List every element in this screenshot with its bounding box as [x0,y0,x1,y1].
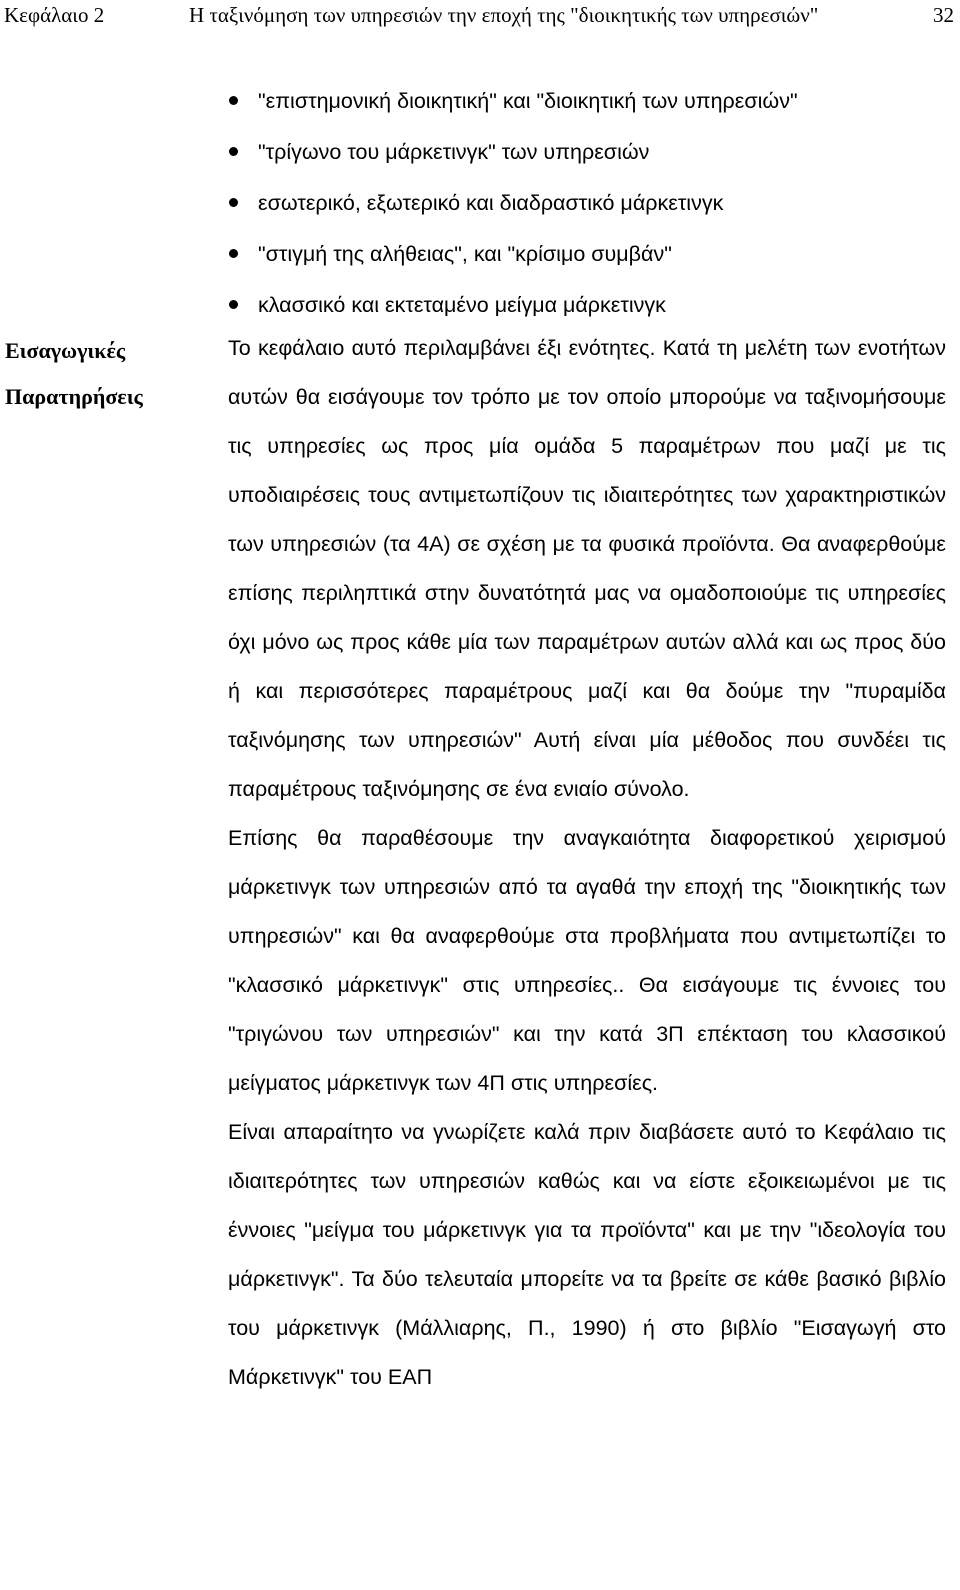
list-item-text: "τρίγωνο του μάρκετινγκ" των υπηρεσιών [258,140,650,164]
page-header [4,2,954,28]
page-number: 32 [933,3,954,27]
list-item [228,129,948,180]
paragraph: Επίσης θα παραθέσουμε την αναγκαιότητα διαφορετικού χειρισμού μάρκετινγκ των υπηρεσιών από τα αγαθά την εποχή της "διοικητικής των υπηρεσιών" και θα αναφερθούμε στα προβλήματα που αντιμετωπίζει το "κλασσικό μάρκετινγκ" στις υπηρεσίες.. Θα εισάγουμε τις έννοιες του "τριγώνου των υπηρεσιών" και την κατά 3Π επέκταση του κλασσικού μείγματος μάρκετινγκ των 4Π στις υπηρεσίες. [228,826,946,1095]
paragraph: Είναι απαραίτητο να γνωρίζετε καλά πριν διαβάσετε αυτό το Κεφάλαιο τις ιδιαιτερότητες των υπηρεσιών καθώς και να είστε εξοικειωμένοι με τις έννοιες "μείγμα του μάρκετινγκ για τα προϊόντα" και με την "ιδεολογία του μάρκετινγκ". Τα δύο τελευταία μπορείτε να τα βρείτε σε κάθε βασικό βιβλίο του μάρκετινγκ (Μάλλιαρης, Π., 1990) ή στο βιβλίο "Εισαγωγή στο Μάρκετινγκ" του ΕΑΠ [228,1120,946,1389]
bullet-icon [229,249,238,258]
bullet-icon [229,300,238,309]
chapter-label: Κεφάλαιο 2 [4,3,105,27]
margin-heading [5,328,215,420]
topic-bullet-list [228,78,948,333]
list-item-text: "επιστημονική διοικητική" και "διοικητική των υπηρεσιών" [258,89,798,113]
list-item [228,231,948,282]
bullet-icon [229,147,238,156]
list-item-text: κλασσικό και εκτεταμένο μείγμα μάρκετινγκ [258,293,666,317]
list-item [228,180,948,231]
margin-heading-line1: Εισαγωγικές [5,338,126,363]
bullet-icon [229,96,238,105]
bullet-icon [229,198,238,207]
paragraph: Το κεφάλαιο αυτό περιλαμβάνει έξι ενότητες. Κατά τη μελέτη των ενοτήτων αυτών θα εισάγουμε τον τρόπο με τον οποίο μπορούμε να ταξινομήσουμε τις υπηρεσίες ως προς μία ομάδα 5 παραμέτρων που μαζί με τις υποδιαιρέσεις τους αντιμετωπίζουν τις ιδιαιτερότητες των χαρακτηριστικών των υπηρεσιών (τα 4Α) σε σχέση με τα φυσικά προϊόντα. Θα αναφερθούμε επίσης περιληπτικά στην δυνατότητά μας να ομαδοποιούμε τις υπηρεσίες όχι μόνο ως προς κάθε μία των παραμέτρων αυτών αλλά και ως προς δύο ή και περισσότερες παραμέτρους μαζί και θα δούμε την "πυραμίδα ταξινόμησης των υπηρεσιών" Αυτή είναι μία μέθοδος που συνδέει τις παραμέτρους ταξινόμησης σε ένα ενιαίο σύνολο. [228,336,946,801]
margin-heading-line2: Παρατηρήσεις [5,384,143,409]
body-text [228,324,946,1402]
list-item [228,78,948,129]
list-item-text: "στιγμή της αλήθειας", και "κρίσιμο συμβάν" [258,242,672,266]
list-item-text: εσωτερικό, εξωτερικό και διαδραστικό μάρκετινγκ [258,191,724,215]
running-title: Η ταξινόμηση των υπηρεσιών την εποχή της "διοικητικής των υπηρεσιών" [189,3,819,27]
